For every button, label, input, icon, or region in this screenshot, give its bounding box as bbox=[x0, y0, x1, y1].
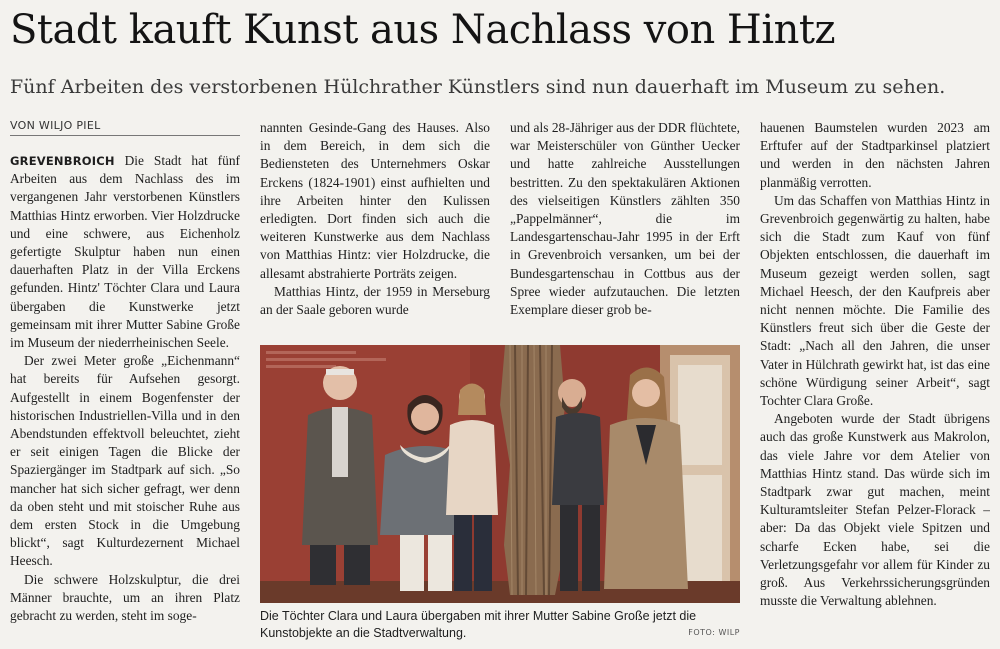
headline: Stadt kauft Kunst aus Nachlass von Hintz bbox=[10, 7, 836, 53]
dateline: GREVENBROICH bbox=[10, 154, 115, 168]
paragraph: nannten Gesinde-Gang des Hauses. Also in dem Bereich, in dem sich die Bediensteten des Unternehmers Oskar Erckens (1824-1901) einst aufhielten und ihre Arbeiten hinter den Kulissen erledigten. Dort finden sich auch die weiteren Kunstwerke aus dem Nachlass von Matthias Hintz: vier Holzdrucke, die allesamt abstrahierte Porträts zeigen. bbox=[260, 120, 490, 281]
article-column-4 bbox=[760, 119, 990, 647]
article-column-3 bbox=[510, 119, 740, 337]
paragraph: Um das Schaffen von Matthias Hintz in Grevenbroich gegenwärtig zu halten, habe sich die Stadt zum Kauf von fünf Objekten entschlossen, die dauerhaft im Museum gezeigt werden sollen, sagt Michael Heesch, der den Kaufpreis aber nicht nennen möchte. Die Familie des Künstlers freut sich über die Geste der Stadt: „Nach all den Jahren, die unser Vater in Hülchrath gewirkt hat, ist das eine schöne Würdigung seiner Arbeit“, sagt Tochter Clara Große. bbox=[760, 192, 990, 409]
byline: VON WILJO PIEL bbox=[10, 119, 240, 136]
paragraph bbox=[10, 152, 240, 352]
photo-credit: FOTO: WILP bbox=[688, 628, 740, 637]
article-column-2 bbox=[260, 119, 490, 337]
photo-caption bbox=[260, 608, 740, 642]
article-photo bbox=[260, 345, 740, 603]
paragraph-text: Die Stadt hat fünf Arbeiten aus dem Nachlass des im vergangenen Jahr verstorbenen Künstlers Matthias Hintz erworben. Vier Holzdrucke und eine schwere, aus Eichenholz gefertigte Skulptur haben nun einen dauerhaften Platz in der Villa Erckens gefunden. Hintz' Töchter Clara und Laura übergaben die Kunstwerke jetzt gemeinsam mit ihrer Mutter Sabine Große im Museum der niederrheinischen Seele. bbox=[10, 153, 240, 351]
paragraph: und als 28-Jähriger aus der DDR flüchtete, war Meisterschüler von Günther Uecker und hatte zahlreiche Ausstellungen bestritten. Zu den spektakulären Aktionen des vielseitigen Künstlers zählten 350 „Pappelmänner“, die im Landesgartenschau-Jahr 1995 in der Erft in Grevenbroich versanken, um bei der Bundesgartenschau in Cottbus aus der Spree wieder aufzutauchen. Die letzten Exemplare dieser grob be- bbox=[510, 120, 740, 318]
photo-illustration bbox=[260, 345, 740, 603]
paragraph: Matthias Hintz, der 1959 in Merseburg an der Saale geboren wurde bbox=[260, 283, 490, 318]
paragraph: hauenen Baumstelen wurden 2023 am Erftufer auf der Stadtparkinsel platziert und werden in den nächsten Jahren planmäßig verrotten. bbox=[760, 120, 990, 190]
caption-text: Die Töchter Clara und Laura übergaben mit ihrer Mutter Sabine Große jetzt die Kunstobjekte an die Stadtverwaltung. bbox=[260, 609, 697, 640]
subheadline: Fünf Arbeiten des verstorbenen Hülchrather Künstlers sind nun dauerhaft im Museum zu sehen. bbox=[10, 76, 946, 98]
paragraph: Die schwere Holzskulptur, die drei Männer brauchte, um an ihren Platz gebracht zu werden, steht im soge- bbox=[10, 571, 240, 624]
article-column-1 bbox=[10, 152, 240, 647]
paragraph: Der zwei Meter große „Eichenmann“ hat bereits für Aufsehen gesorgt. Aufgestellt in einem Bogenfenster der historischen Industriellen-Villa und in den Abendstunden effektvoll beleuchtet, zieht er seit einigen Tagen die Blicke der Spaziergänger im Stadtpark auf sich. „So mancher hat sich sicher gefragt, wer denn da oben steht und mit stoischer Ruhe aus dem ersten Stock in die Umgebung blickt“, sagt Kulturdezernent Michael Heesch. bbox=[10, 353, 240, 569]
paragraph: Angeboten wurde der Stadt übrigens auch das große Kunstwerk aus Makrolon, das viele Jahre vor dem Atelier von Matthias Hintz stand. Das würde sich im Stadtpark zwar gut machen, meint Kulturamtsleiter Stefan Pelzer-Florack – aber: Da das Objekt viele Spitzen und scharfe Ecken habe, sei die Verletzungsgefahr vor allem für Kinder zu groß. Aus Verkehrssicherungsgründen musste die Verwaltung ablehnen. bbox=[760, 411, 990, 609]
